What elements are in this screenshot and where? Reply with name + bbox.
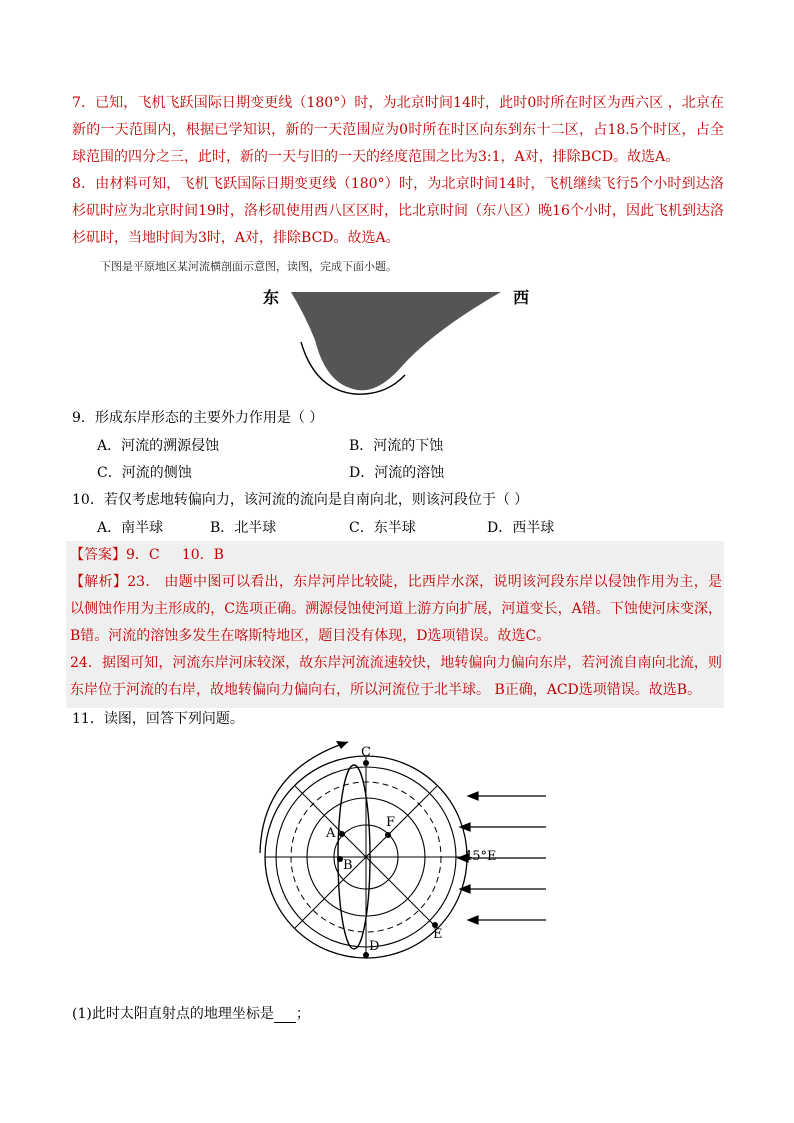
analysis-23-text: 23． 由题中图可以看出，东岸河岸比较陡，比西岸水深，说明该河段东岸以侵蚀作用为主，是以侧蚀作用为主形成的，C选项正确。溯源侵蚀使河道上游方向扩展，河道变长，A错。下蚀使河床变深，B错。河流的溶蚀多发生在喀斯特地区，题目没有体现，D选项错误。故选C。 — [70, 574, 723, 644]
q10-option-d: D．西半球 — [487, 520, 555, 536]
q11-stem: 11．读图，回答下列问题。 — [72, 711, 244, 727]
q10-option-a: A．南半球 — [97, 520, 164, 536]
answer-line — [70, 544, 224, 564]
q11-sub1-end: ； — [295, 1006, 310, 1022]
q9-option-c: C．河流的侧蚀 — [97, 465, 192, 481]
q9-stem: 9．形成东岸形态的主要外力作用是（ ） — [72, 410, 324, 426]
answer-text: 9．C 10．B — [126, 547, 224, 563]
q11-sub1-text: (1)此时太阳直射点的地理坐标是 — [72, 1006, 274, 1022]
polar-view-diagram — [240, 735, 560, 965]
q10-option-c: C．东半球 — [349, 520, 416, 536]
label-e: E — [433, 927, 443, 942]
label-b: B — [343, 858, 353, 873]
analysis-23 — [70, 569, 722, 650]
explanation-q8: 8．由材料可知，飞机飞跃国际日期变更线（180°）时，为北京时间14时，飞机继续飞行5个小时到达洛杉矶时应为北京时间19时，洛杉矶使用西八区区时，比北京时间（东八区）晚16个小时，因此飞机到达洛杉矶时，当地时间为3时，A对，排除BCD。故选A。 — [72, 176, 724, 246]
q9-option-a: A．河流的溯源侵蚀 — [97, 438, 220, 454]
label-a: A — [326, 826, 336, 841]
label-west: 西 — [513, 288, 530, 307]
label-c: C — [361, 745, 371, 760]
analysis-label: 【解析】 — [70, 574, 128, 590]
analysis-24: 24．据图可知，河流东岸河床较深，故东岸河流流速较快，地转偏向力偏向东岸，若河流自南向北流，则东岸位于河流的右岸，故地转偏向力偏向右，所以河流位于北半球。 B正确，ACD选项错误。故选B。 — [70, 655, 722, 698]
figure-caption: 下图是平原地区某河流横剖面示意图，读图，完成下面小题。 — [100, 260, 397, 273]
label-d: D — [369, 939, 380, 954]
answer-blank[interactable] — [274, 1008, 296, 1023]
river-cross-section-diagram — [255, 280, 545, 400]
river-water-area — [291, 292, 501, 390]
label-east: 东 — [263, 288, 280, 307]
label-f: F — [386, 815, 396, 830]
point-a — [339, 831, 345, 837]
polar-view-svg — [240, 735, 560, 965]
label-45e: 45°E — [464, 849, 497, 864]
river-profile-svg — [255, 280, 545, 400]
q11-sub1 — [72, 1003, 310, 1023]
point-c — [363, 760, 369, 766]
q10-option-b: B．北半球 — [210, 520, 277, 536]
answer-label: 【答案】 — [70, 547, 126, 563]
q10-stem: 10．若仅考虑地转偏向力，该河流的流向是自南向北，则该河段位于（ ） — [72, 492, 529, 508]
point-f — [385, 832, 391, 838]
q9-option-d: D．河流的溶蚀 — [349, 465, 445, 481]
explanation-q7: 7．已知，飞机飞跃国际日期变更线（180°）时，为北京时间14时，此时0时所在时区为西六区 ，北京在新的一天范围内，根据已学知识，新的一天范围应为0时所在时区向东到东十二区，占18.5个时区，占全球范围的四分之三，此时，新的一天与旧的一天的经度范围之比为3:1，A对，排除BCD。故选A。 — [72, 95, 724, 165]
q9-option-b: B．河流的下蚀 — [349, 438, 444, 454]
